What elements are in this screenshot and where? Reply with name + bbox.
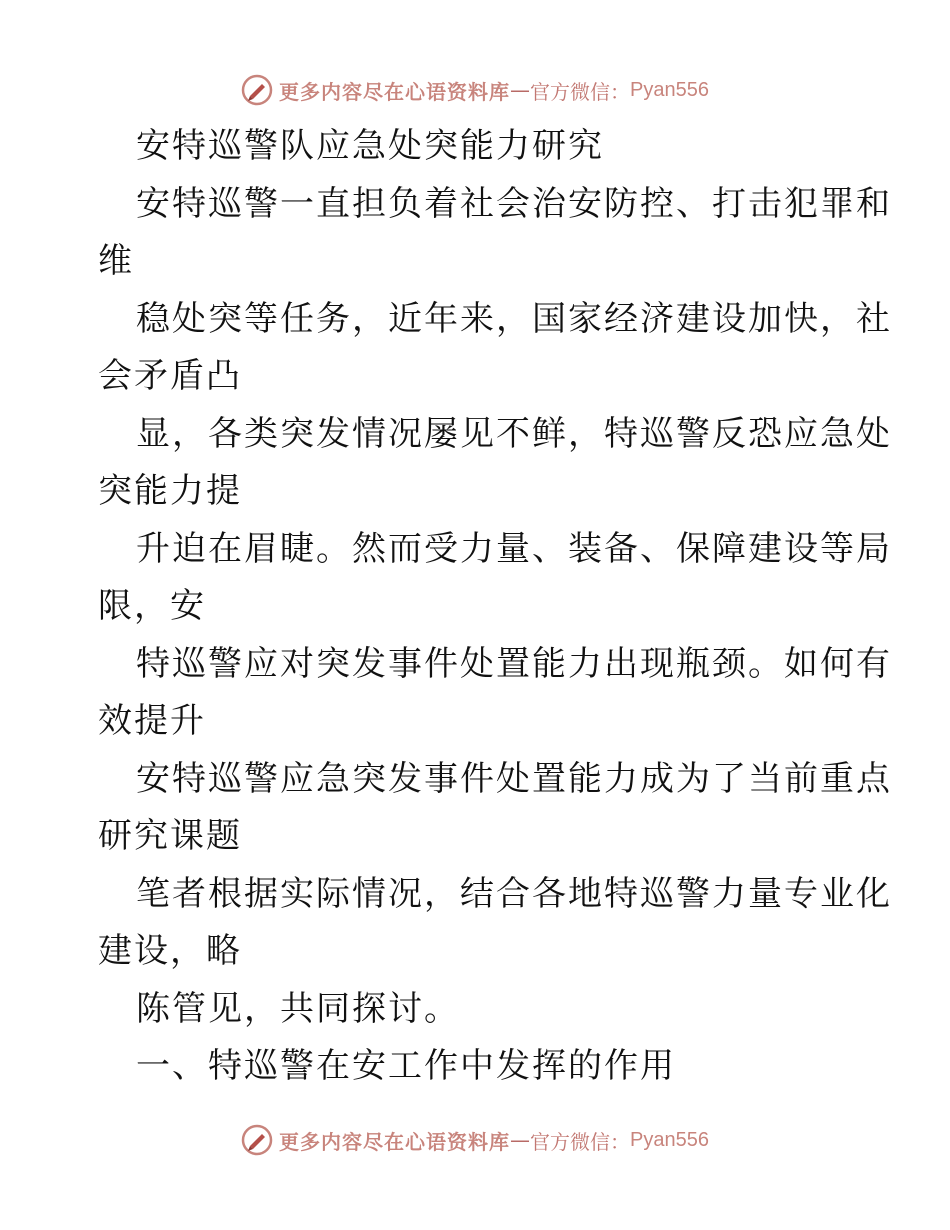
text-line: 特巡警应对突发事件处置能力出现瓶颈。如何有: [136, 643, 892, 684]
pen-logo-icon: [241, 1124, 273, 1156]
footer-watermark-banner: [0, 1120, 950, 1160]
text-line: 会矛盾凸: [98, 356, 242, 396]
banner-wechat-id: Pyan556: [630, 1128, 709, 1151]
text-line: 陈管见，共同探讨。: [136, 988, 460, 1029]
text-line: 效提升: [98, 701, 206, 741]
section-heading: 一、特巡警在安工作中发挥的作用: [136, 1046, 676, 1086]
text-line: 安特巡警应急突发事件处置能力成为了当前重点: [136, 758, 892, 799]
banner-text: 更多内容尽在心语资料库: [279, 79, 511, 104]
text-line: 建设，略: [98, 931, 242, 971]
banner-separator: —: [510, 78, 531, 102]
text-line: 显，各类突发情况屡见不鲜，特巡警反恐应急处: [136, 413, 892, 454]
banner-label: 官方微信：: [530, 1129, 631, 1154]
banner-separator: —: [510, 1128, 531, 1152]
text-line: 维: [98, 241, 134, 281]
banner-text: 更多内容尽在心语资料库: [279, 1129, 511, 1154]
text-line: 笔者根据实际情况，结合各地特巡警力量专业化: [136, 873, 892, 914]
text-line: 升迫在眉睫。然而受力量、装备、保障建设等局: [136, 528, 892, 569]
text-line: 研究课题: [98, 816, 242, 856]
pen-logo-icon: [241, 74, 273, 106]
header-watermark-banner: [0, 70, 950, 110]
text-line: 限，安: [98, 586, 206, 626]
text-line: 稳处突等任务，近年来，国家经济建设加快，社: [136, 298, 892, 339]
text-line: 突能力提: [98, 471, 242, 511]
banner-wechat-id: Pyan556: [630, 78, 709, 101]
document-body: [98, 118, 892, 1096]
text-line: 安特巡警一直担负着社会治安防控、打击犯罪和: [136, 183, 892, 224]
banner-label: 官方微信：: [530, 79, 631, 104]
document-title: 安特巡警队应急处突能力研究: [136, 126, 604, 166]
